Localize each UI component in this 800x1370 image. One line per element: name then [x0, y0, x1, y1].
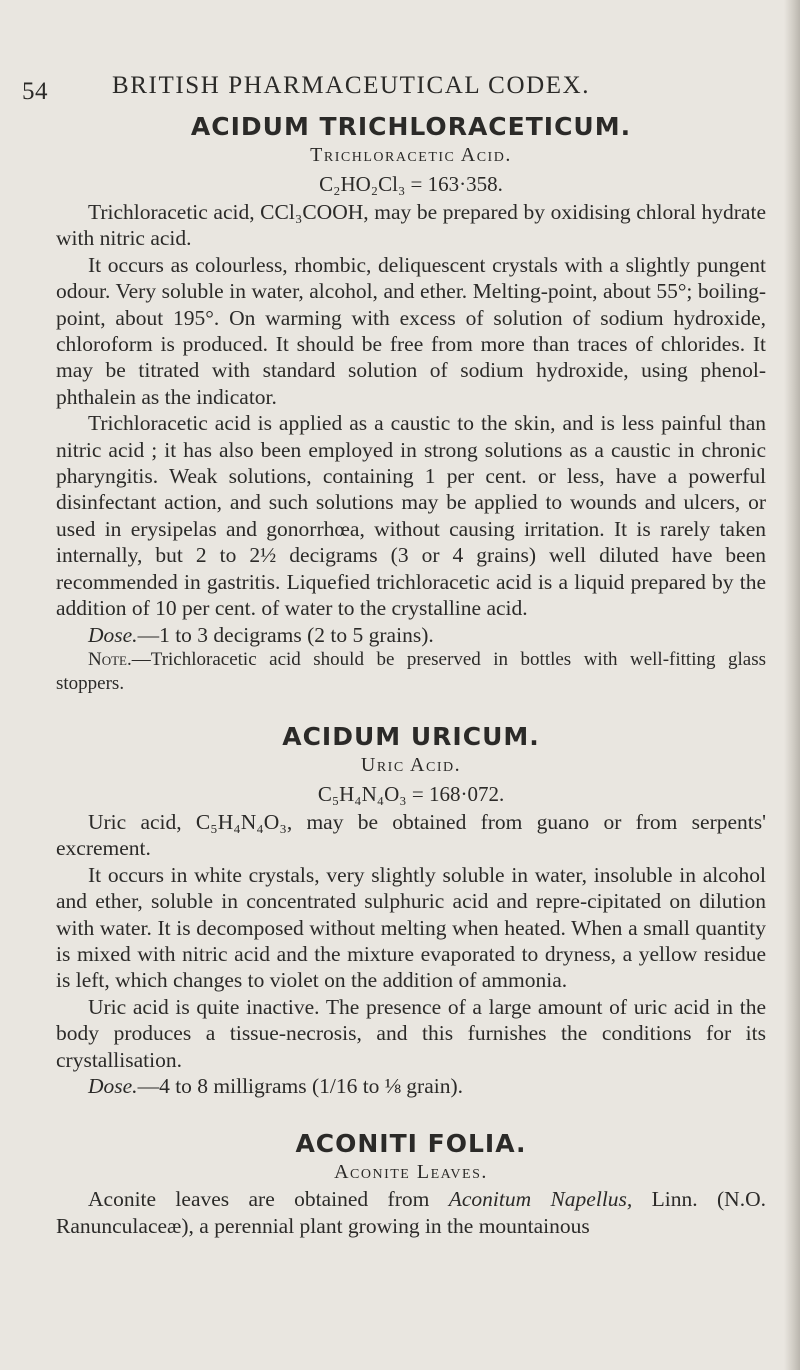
chemical-formula: C₅H₄N₄O₃ = 168·072.: [317, 781, 505, 806]
section-title: ACIDUM URICUM.: [282, 721, 540, 751]
paragraph: Trichloracetic acid, CCl₃COOH, may be prepared by oxidising chloral hydrate with nitric acid.: [56, 200, 766, 251]
paragraph: [56, 1186, 766, 1239]
note-label: Note.: [88, 648, 132, 670]
note-text: —Trichloracetic acid should be preserved in bottles with well-fitting glass stoppers.: [56, 648, 766, 694]
section-title: ACIDUM TRICHLORACETICUM.: [190, 112, 632, 141]
section-title: ACONITI FOLIA.: [295, 1129, 527, 1159]
paragraph: Uric acid is quite inactive. The presence of a large amount of uric acid in the body produces a tissue-necrosis, and this furnishes the conditions for its crystallisation.: [56, 994, 766, 1072]
note-line: [56, 648, 766, 696]
text-run: Linn. (N.O. Ranunculaceæ), a perennial plant growing in the mountainous: [56, 1187, 766, 1238]
section-aconite-leaves: [56, 1129, 766, 1239]
paragraph: Uric acid, C₅H₄N₄O₃, may be obtained from guano or from serpents' excrement.: [56, 809, 766, 861]
section-uric-acid: [56, 722, 766, 1099]
dose-line: [56, 622, 766, 648]
page-edge-shadow: [784, 0, 800, 1370]
dose-line: [56, 1073, 766, 1099]
paragraph: It occurs in white crystals, very slightly soluble in water, insoluble in alcohol and ether, soluble in concentrated sulphuric acid and repre-cipitated on dilution with water. It is decomposed without melting when heated. When a small quantity is mixed with nitric acid and the mixture evaporated to dryness, a yellow residue is left, which changes to violet on the addition of ammonia.: [56, 862, 766, 993]
section-subtitle: Trichloracetic Acid.: [310, 144, 512, 166]
paragraph: Trichloracetic acid is applied as a caustic to the skin, and is less painful than nitric acid ; it has also been employed in strong solutions as a caustic in chronic pharyngitis. Weak solutions, containing 1 per cent. or less, have a powerful disinfectant action, and such solutions may be applied to wounds and ulcers, or used in erysipelas and gonorrhœa, without causing irritation. It is rarely taken internally, but 2 to 2½ decigrams (3 or 4 grains) well diluted have been recommended in gastritis. Liquefied trichloracetic acid is a liquid prepared by the addition of 10 per cent. of water to the crystalline acid.: [56, 411, 766, 621]
chemical-formula: C₂HO₂Cl₃ = 163·358.: [319, 172, 503, 196]
dose-label: Dose.: [88, 622, 138, 647]
spacer: [56, 696, 766, 722]
section-subtitle: Uric Acid.: [360, 753, 462, 776]
dose-text: —4 to 8 milligrams (1/16 to ⅛ grain).: [137, 1073, 464, 1098]
dose-text: —1 to 3 decigrams (2 to 5 grains).: [137, 622, 434, 647]
page-number: 54: [22, 78, 48, 105]
running-head: BRITISH PHARMACEUTICAL CODEX.: [112, 72, 591, 99]
page-content: [56, 112, 766, 1239]
text-run: Aconite leaves are obtained from: [88, 1187, 449, 1212]
botanical-name: Aconitum Napellus,: [448, 1187, 633, 1212]
section-subtitle: Aconite Leaves.: [334, 1161, 488, 1184]
spacer: [56, 1099, 766, 1129]
paragraph: It occurs as colourless, rhombic, deliquescent crystals with a slightly pungent odour. Very soluble in water, alcohol, and ether. Melting-point, about 55°; boiling-point, about 195°. On warming with excess of solution of sodium hydroxide, chloroform is produced. It should be free from more than traces of chlorides. It may be titrated with standard solution of sodium hydroxide, using phenol-phthalein as the indicator.: [56, 252, 766, 409]
dose-label: Dose.: [88, 1073, 138, 1098]
section-trichloracetic: [56, 112, 766, 696]
